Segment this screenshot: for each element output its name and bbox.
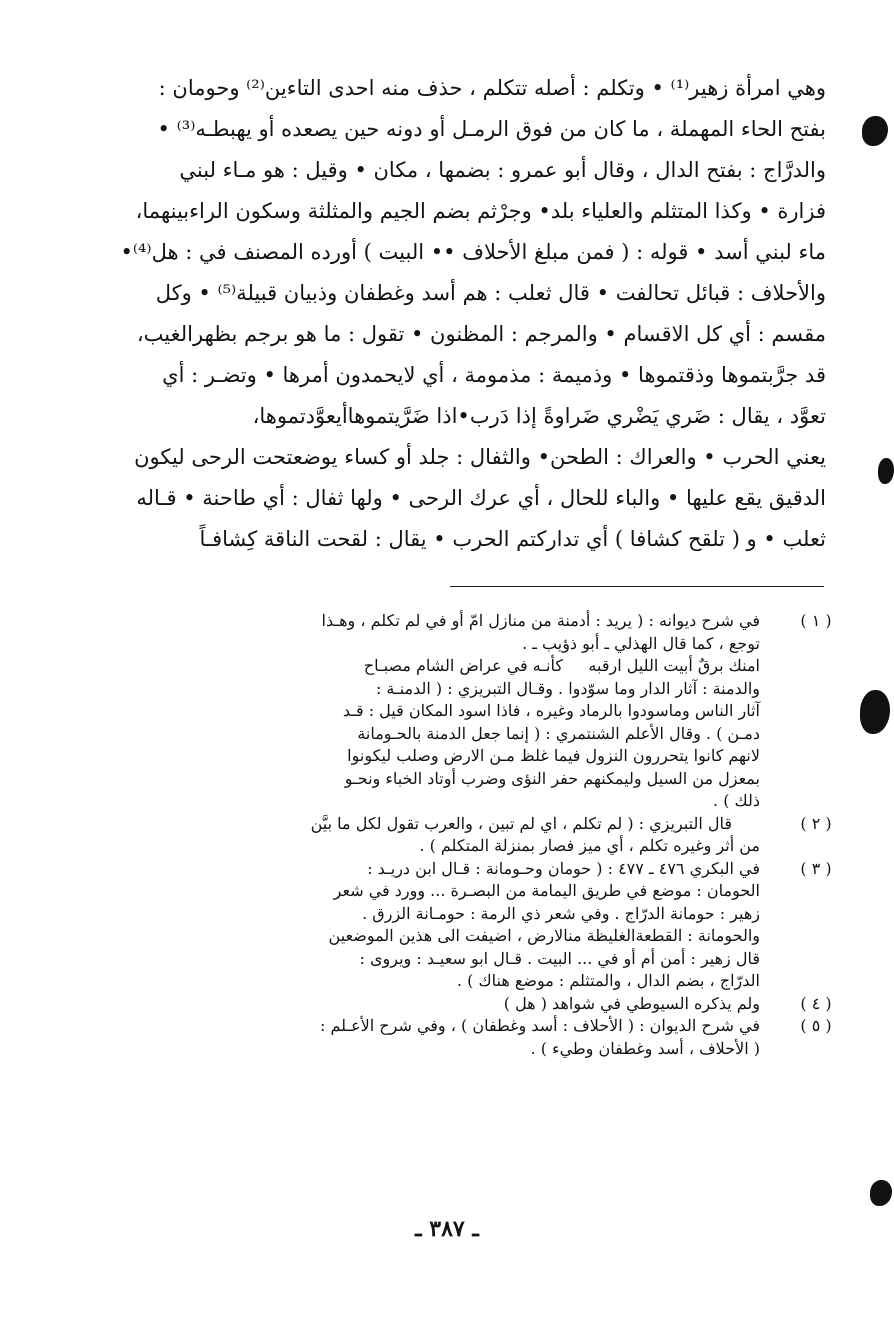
main-text-line: مقسم : أي كل الاقسام • والمرجم : المظنون • تقول : ما هو برجم بظهرالغيب، [136, 322, 826, 346]
footnote-number: ( ٢ ) [800, 813, 832, 833]
footnote-number: ( ١ ) [800, 611, 832, 630]
footnote-text: قال زهير : أمن أم أو في ... البيت . قـال ابو سعيـد : ويروى : [359, 948, 760, 968]
main-text-line: الدقيق يقع عليها • والباء للحال ، أي عرك الرحى • ولها ثفال : أي طاحنة • قـاله [136, 486, 826, 510]
main-text-line: وهي امرأة زهير⁽¹⁾ • وتكلم : أصله تتكلم ، حذف منه احدى التاءين⁽²⁾ وحومان : [158, 76, 826, 100]
ink-blot [862, 116, 888, 146]
ink-blot [878, 458, 894, 484]
main-text-line: تعوَّد ، يقال : ضَري يَضْري ضَراوةً إذا دَرب•اذا ضَرَّيتموهاأيعوَّدتموها، [252, 404, 826, 428]
footnote-line [80, 880, 760, 903]
footnote-text: ولم يذكره السيوطي في شواهد ( هل ) [503, 993, 760, 1013]
footnote-text: توجع ، كما قال الهذلي ـ أبو ذؤيب ـ . [522, 633, 760, 653]
main-text-line: فزارة • وكذا المتثلم والعلياء بلد• وجرْثم بضم الجيم والمثلثة وسكون الراءبينهما، [135, 199, 826, 223]
footnote-line [80, 1015, 832, 1038]
footnote-line [80, 813, 832, 836]
main-text-line: والأحلاف : قبائل تحالفت • قال ثعلب : هم أسد وغطفان وذبيان قبيلة⁽⁵⁾ • وكل [155, 281, 826, 305]
footnote-text: دمـن ) . وقال الأعلم الشنتمري : ( إنما جعل الدمنة بالحـومانة [357, 723, 760, 743]
footnote-text: من أثر وغيره تكلم ، أي ميز فصار بمنزلة المتكلم ) . [419, 836, 760, 855]
footnote-number: ( ٣ ) [800, 858, 832, 878]
footnote-line [80, 723, 760, 746]
footnote-text: والدمنة : آثار الدار وما سوّدوا . وقـال التبريزي : ( الدمنـة : [375, 678, 760, 698]
footnote-line [80, 903, 760, 926]
footnote-text: لانهم كانوا يتحررون النزول فيما غلظ مـن الارض وصلب ليكونوا [347, 746, 760, 765]
footnote-separator [450, 586, 824, 587]
footnote-text: قال التبريزي : ( لم تكلم ، اي لم تبين ، والعرب تقول لكل ما بيَّن [310, 813, 732, 833]
footnote-line [80, 970, 760, 993]
main-text-line: ثعلب • و ( تلقح كشافا ) أي تداركتم الحرب • يقال : لقحت الناقة كِشافـاً [199, 527, 826, 551]
footnote-text: ( الأحلاف ، أسد وغطفان وطيء ) . [530, 1038, 760, 1058]
footnote-text: آثار الناس وماسودوا بالرماد وغيره ، فاذا اسود المكان قيل : قـد [342, 701, 760, 720]
footnote-line [80, 1038, 760, 1061]
footnotes [80, 610, 832, 1060]
footnote-text: والحومانة : القطعةالغليظة منالارض ، اضيفت الى هذين الموضعين [328, 926, 760, 945]
footnote-line [80, 633, 760, 656]
main-text-line: والدرَّاج : بفتح الدال ، وقال أبو عمرو : بضمها ، مكان • وقيل : هو مـاء لبني [179, 158, 826, 182]
footnote-line [80, 768, 760, 791]
footnote-text: بمعزل من السيل وليمكنهم حفر النؤى وضرب أوتاد الخباء ونحـو [344, 768, 760, 788]
footnote-line [80, 610, 832, 633]
footnote-line [80, 745, 760, 768]
page-number: ـ ٣٨٧ ـ [415, 1216, 479, 1242]
footnote-number: ( ٥ ) [800, 1016, 832, 1035]
footnote-line [80, 925, 760, 948]
main-text-line: يعني الحرب • والعراك : الطحن• والثفال : جلد أو كساء يوضعتحت الرحى ليكون [134, 445, 826, 469]
footnote-text: زهير : حومانة الدرّاج . وفي شعر ذي الرمة : حومـانة الزرق . [362, 903, 760, 923]
footnote-line [80, 948, 760, 971]
main-text [78, 68, 826, 560]
footnote-line [80, 993, 832, 1016]
main-text-line: ماء لبني أسد • قوله : ( فمن مبلغ الأحلاف •• البيت ) أورده المصنف في : هل⁽⁴⁾• [120, 240, 826, 264]
footnote-text: ذلك ) . [713, 791, 760, 810]
ink-blot [860, 690, 890, 734]
footnote-line [80, 858, 832, 881]
footnote-line [80, 835, 760, 858]
footnote-text: الدرّاج ، بضم الدال ، والمتثلم : موضع هناك ) . [456, 971, 760, 990]
main-text-line: بفتح الحاء المهملة ، ما كان من فوق الرمـل أو دونه حين يصعده أو يهبطـه⁽³⁾ • [157, 117, 826, 141]
main-text-line: قد جرَّبتموها وذقتموها • وذميمة : مذمومة ، أي لايحمدون أمرها • وتضـر : أي [162, 363, 826, 387]
footnote-line [80, 700, 760, 723]
footnote-line [80, 790, 760, 813]
footnote-text: الحومان : موضع في طريق اليمامة من البصـرة ... وورد في شعر [333, 881, 760, 900]
footnote-text: في شرح الديوان : ( الأحلاف : أسد وغطفان ) ، وفي شرح الأعـلم : [319, 1016, 760, 1035]
footnote-text: في شرح ديوانه : ( يريد : أدمنة من منازل امّ أو في لم تكلم ، وهـذا [321, 611, 760, 630]
footnote-line [80, 678, 760, 701]
ink-blot [870, 1180, 892, 1206]
footnote-text: في البكري ٤٧٦ ـ ٤٧٧ : ( حومان وحـومانة : قـال ابن دريـد : [367, 858, 760, 878]
footnote-verse-line [80, 655, 760, 678]
footnote-text: امنك برقٌ أبيت الليل ارقبه كأنـه في عراض الشام مصبـاح [363, 656, 760, 675]
footnote-number: ( ٤ ) [800, 993, 832, 1013]
